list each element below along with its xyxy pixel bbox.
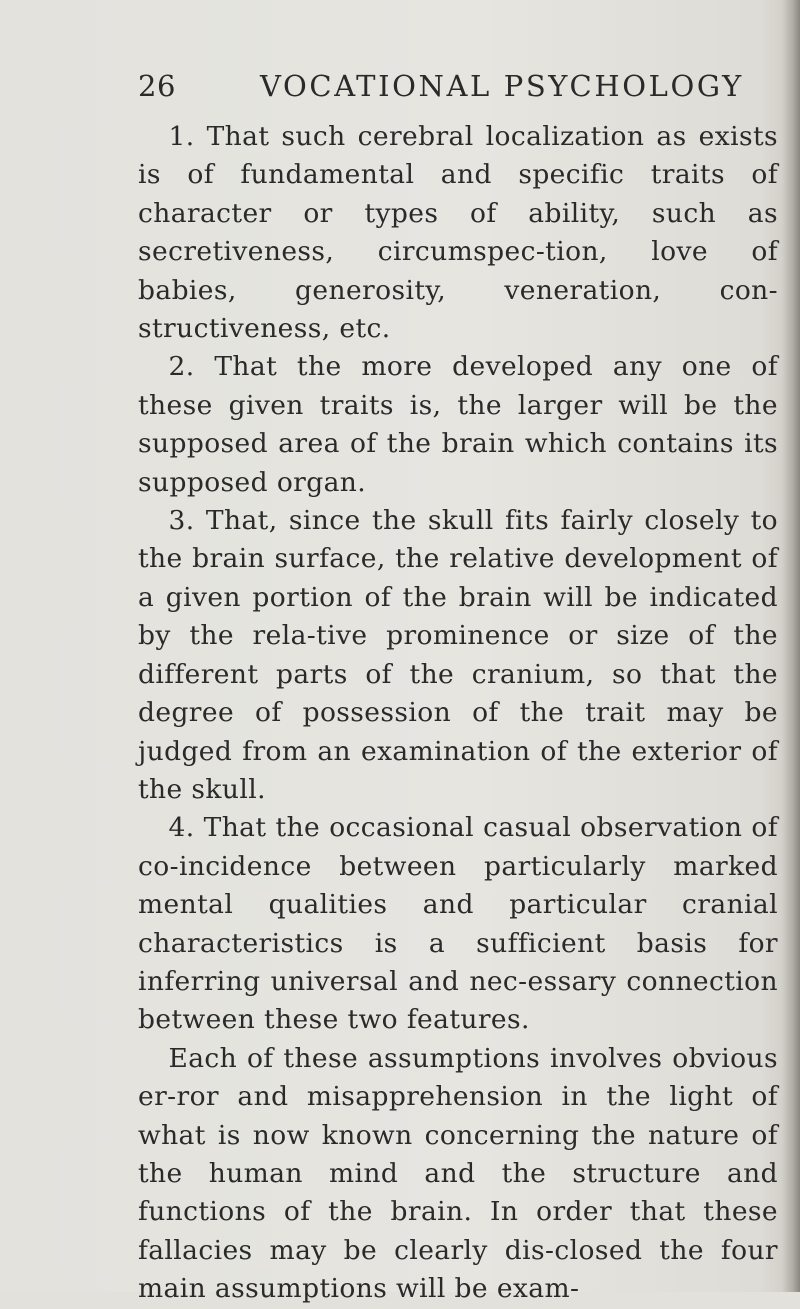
paragraph-assumption-2: 2. That the more developed any one of these given traits is, the larger will be the supposed area of the brain which contains its supposed organ. bbox=[138, 351, 778, 498]
running-title: VOCATIONAL PSYCHOLOGY bbox=[260, 69, 744, 103]
paragraph-assumption-3: 3. That, since the skull fits fairly closely to the brain surface, the relative development of a given portion of the brain will be indicated by the rela-tive prominence or size of the different parts of the cranium, so that the degree of possession of the trait may be judged from an examination of the exterior of the skull. bbox=[138, 505, 778, 805]
page-header bbox=[138, 66, 778, 116]
paragraph-assumption-1: 1. That such cerebral localization as exists is of fundamental and specific traits of character or types of ability, such as secretiveness, circumspec-tion, love of babies, generosity, veneration, con-structiveness, etc. bbox=[138, 121, 778, 345]
page-number: 26 bbox=[138, 69, 176, 103]
page-edge-shadow bbox=[782, 0, 800, 1292]
paragraph-assumption-4: 4. That the occasional casual observation of co-incidence between particularly marked mental qualities and particular cranial characteristics is a sufficient basis for inferring universal and nec-essary connection between these two features. bbox=[138, 812, 778, 1036]
paragraph-conclusion: Each of these assumptions involves obvious er-ror and misapprehension in the light of what is now known concerning the nature of the human mind and the structure and functions of the brain. In order that these fallacies may be clearly dis-closed the four main assumptions will be exam- bbox=[138, 1042, 778, 1305]
body-text bbox=[138, 118, 778, 1309]
